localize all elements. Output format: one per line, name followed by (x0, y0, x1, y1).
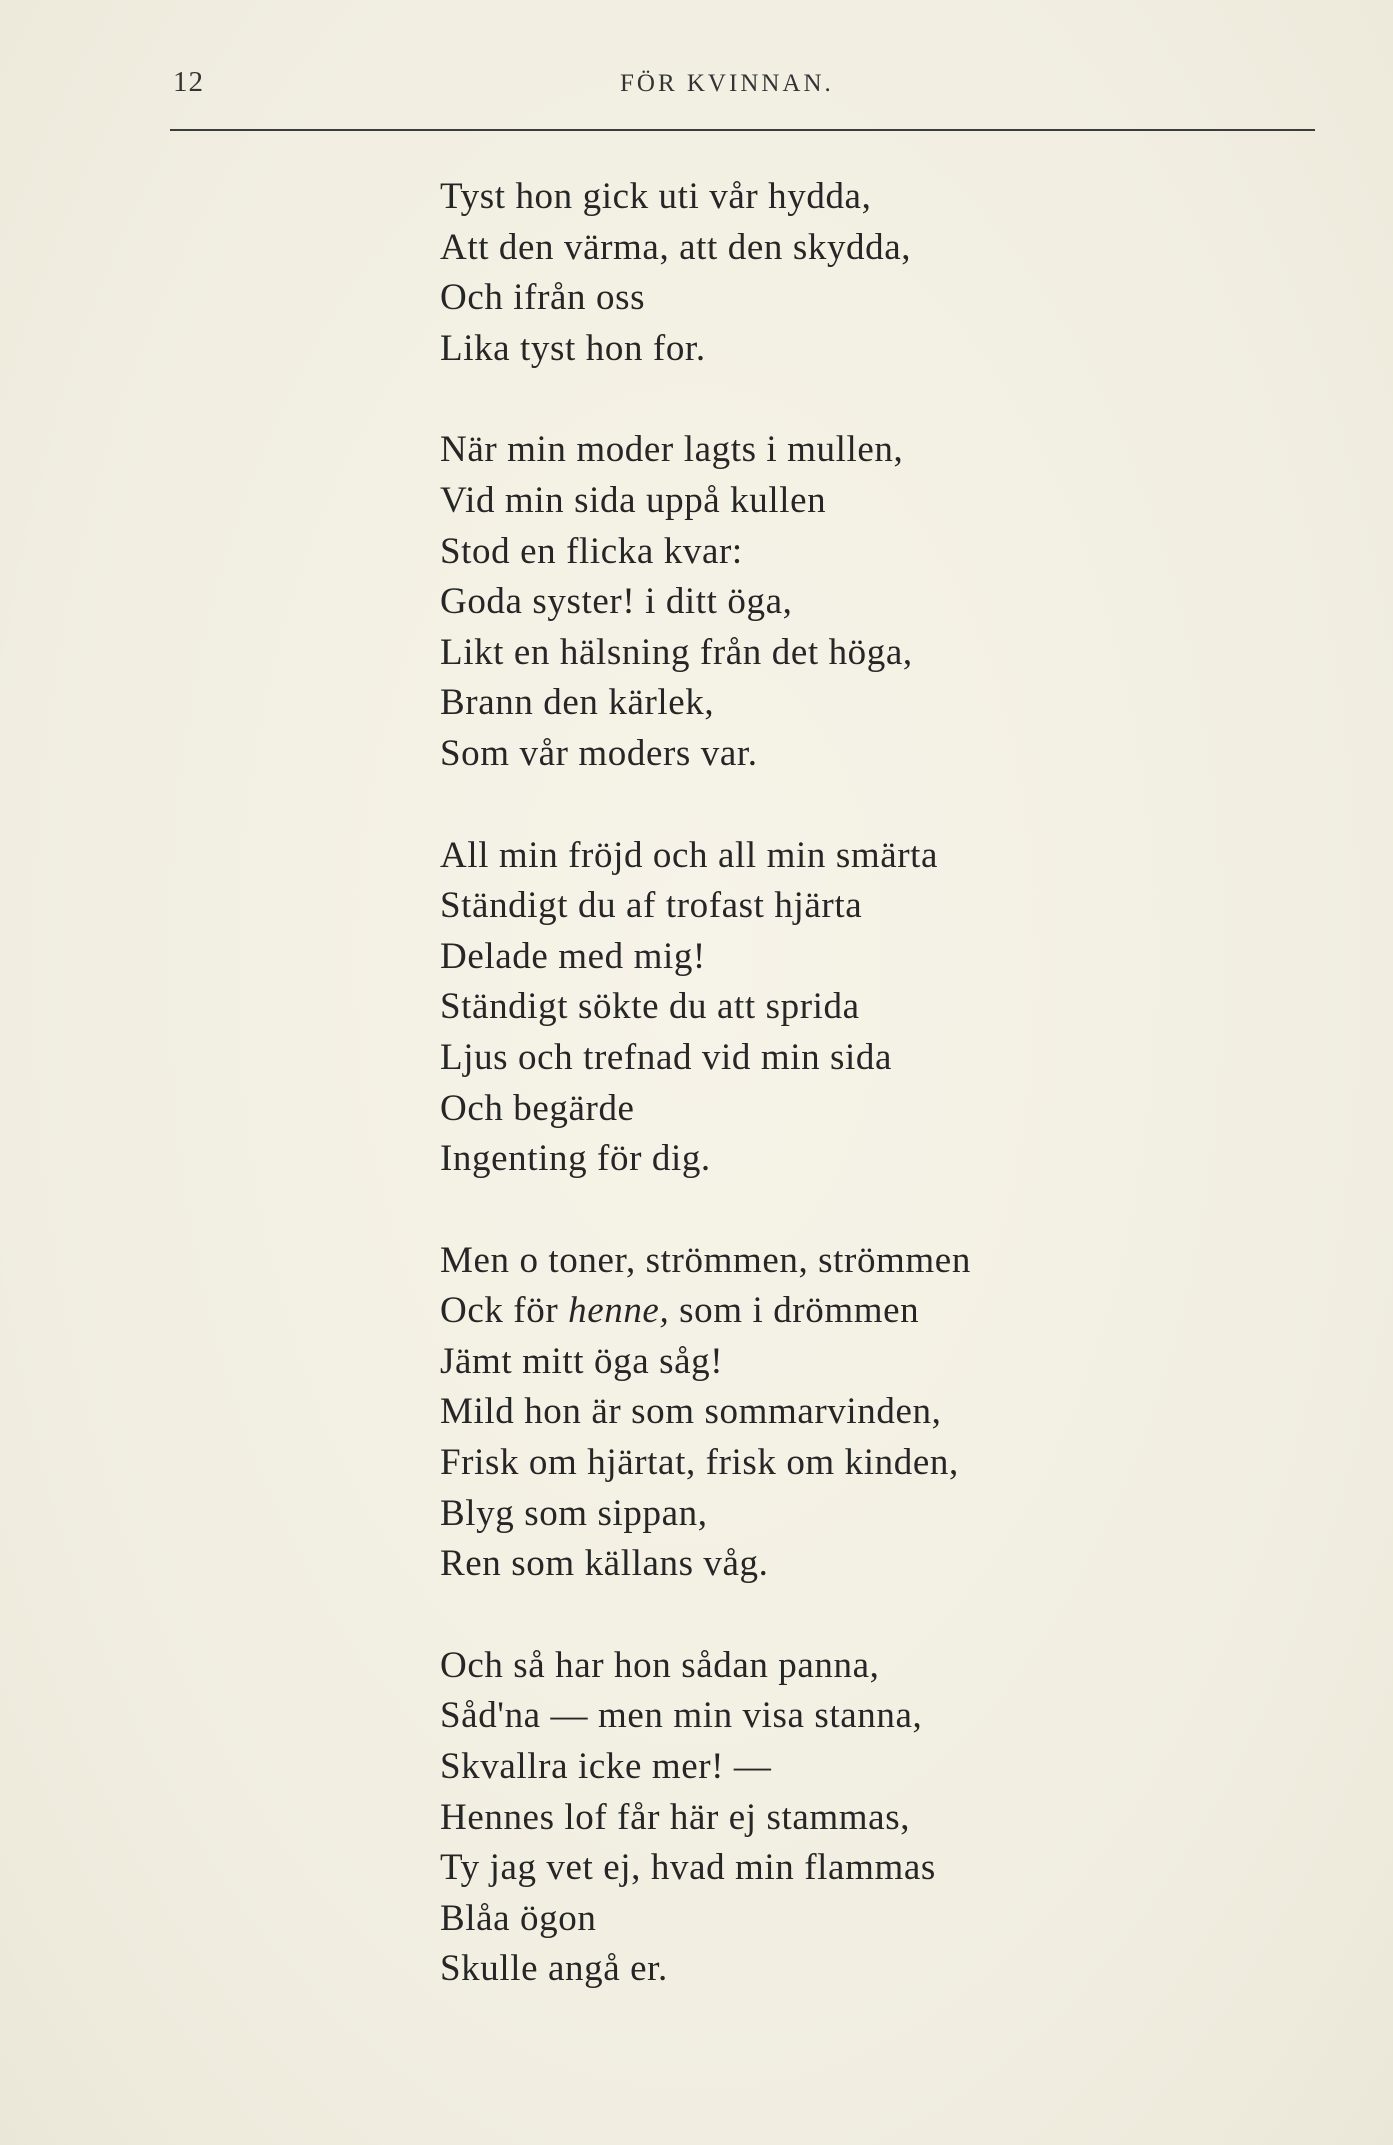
poem-line-text: Ock för (440, 1290, 569, 1332)
poem-line: Ty jag vet ej, hvad min flammas (440, 1847, 936, 1889)
poem-line: Delade med mig! (440, 935, 706, 977)
stanza (440, 425, 1340, 779)
poem-line: Men o toner, strömmen, strömmen (440, 1239, 971, 1281)
poem-line: Ren som källans våg. (440, 1543, 769, 1585)
poem-line: Vid min sida uppå kullen (440, 479, 827, 521)
poem-line: Brann den kärlek, (440, 682, 715, 724)
poem-line: Som vår moders var. (440, 732, 758, 774)
poem-line: Blyg som sippan, (440, 1492, 708, 1534)
poem-line: Skulle angå er. (440, 1948, 668, 1990)
poem-line: Tyst hon gick uti vår hydda, (440, 176, 872, 217)
poem-line (440, 1286, 1340, 1337)
poem-line: Och ifrån oss (440, 277, 646, 319)
poem-line: Stod en flicka kvar: (440, 530, 743, 572)
poem-line: Ständigt du af trofast hjärta (440, 885, 863, 927)
poem-line: Hennes lof får här ej stammas, (440, 1796, 911, 1838)
poem-line: All min fröjd och all min smärta (440, 834, 939, 876)
poem-line: Att den värma, att den skydda, (440, 226, 912, 268)
poem-line: Lika tyst hon for. (440, 327, 706, 369)
poem-line: Mild hon är som sommarvinden, (440, 1391, 942, 1433)
poem-line: Och begärde (440, 1087, 635, 1129)
poem-line: Jämt mitt öga såg! (440, 1340, 724, 1382)
poem-line: Frisk om hjärtat, frisk om kinden, (440, 1442, 959, 1484)
stanza (440, 1236, 1340, 1590)
running-head: FÖR KVINNAN. (620, 70, 834, 97)
poem-line-italic: henne, (568, 1290, 670, 1332)
header-rule (170, 129, 1315, 131)
poem-line: Ingenting för dig. (440, 1138, 711, 1180)
poem-line: Ljus och trefnad vid min sida (440, 1036, 893, 1078)
poem-line: Goda syster! i ditt öga, (440, 581, 793, 623)
poem-line: Ständigt sökte du att sprida (440, 986, 860, 1028)
poem-line: Likt en hälsning från det höga, (440, 631, 913, 673)
stanza (440, 831, 1340, 1185)
poem-line: Såd'na — men min visa stanna, (440, 1695, 923, 1737)
stanza (440, 172, 1340, 374)
stanza (440, 1641, 1340, 1995)
poem-line: Och så har hon sådan panna, (440, 1644, 880, 1686)
poem-line: När min moder lagts i mullen, (440, 429, 904, 471)
poem-body (440, 172, 1340, 2046)
poem-line-text: som i drömmen (669, 1290, 920, 1332)
page-header (170, 66, 1320, 110)
poem-line: Skvallra icke mer! — (440, 1746, 772, 1788)
poem-line: Blåa ögon (440, 1897, 597, 1939)
page-number: 12 (173, 66, 204, 98)
